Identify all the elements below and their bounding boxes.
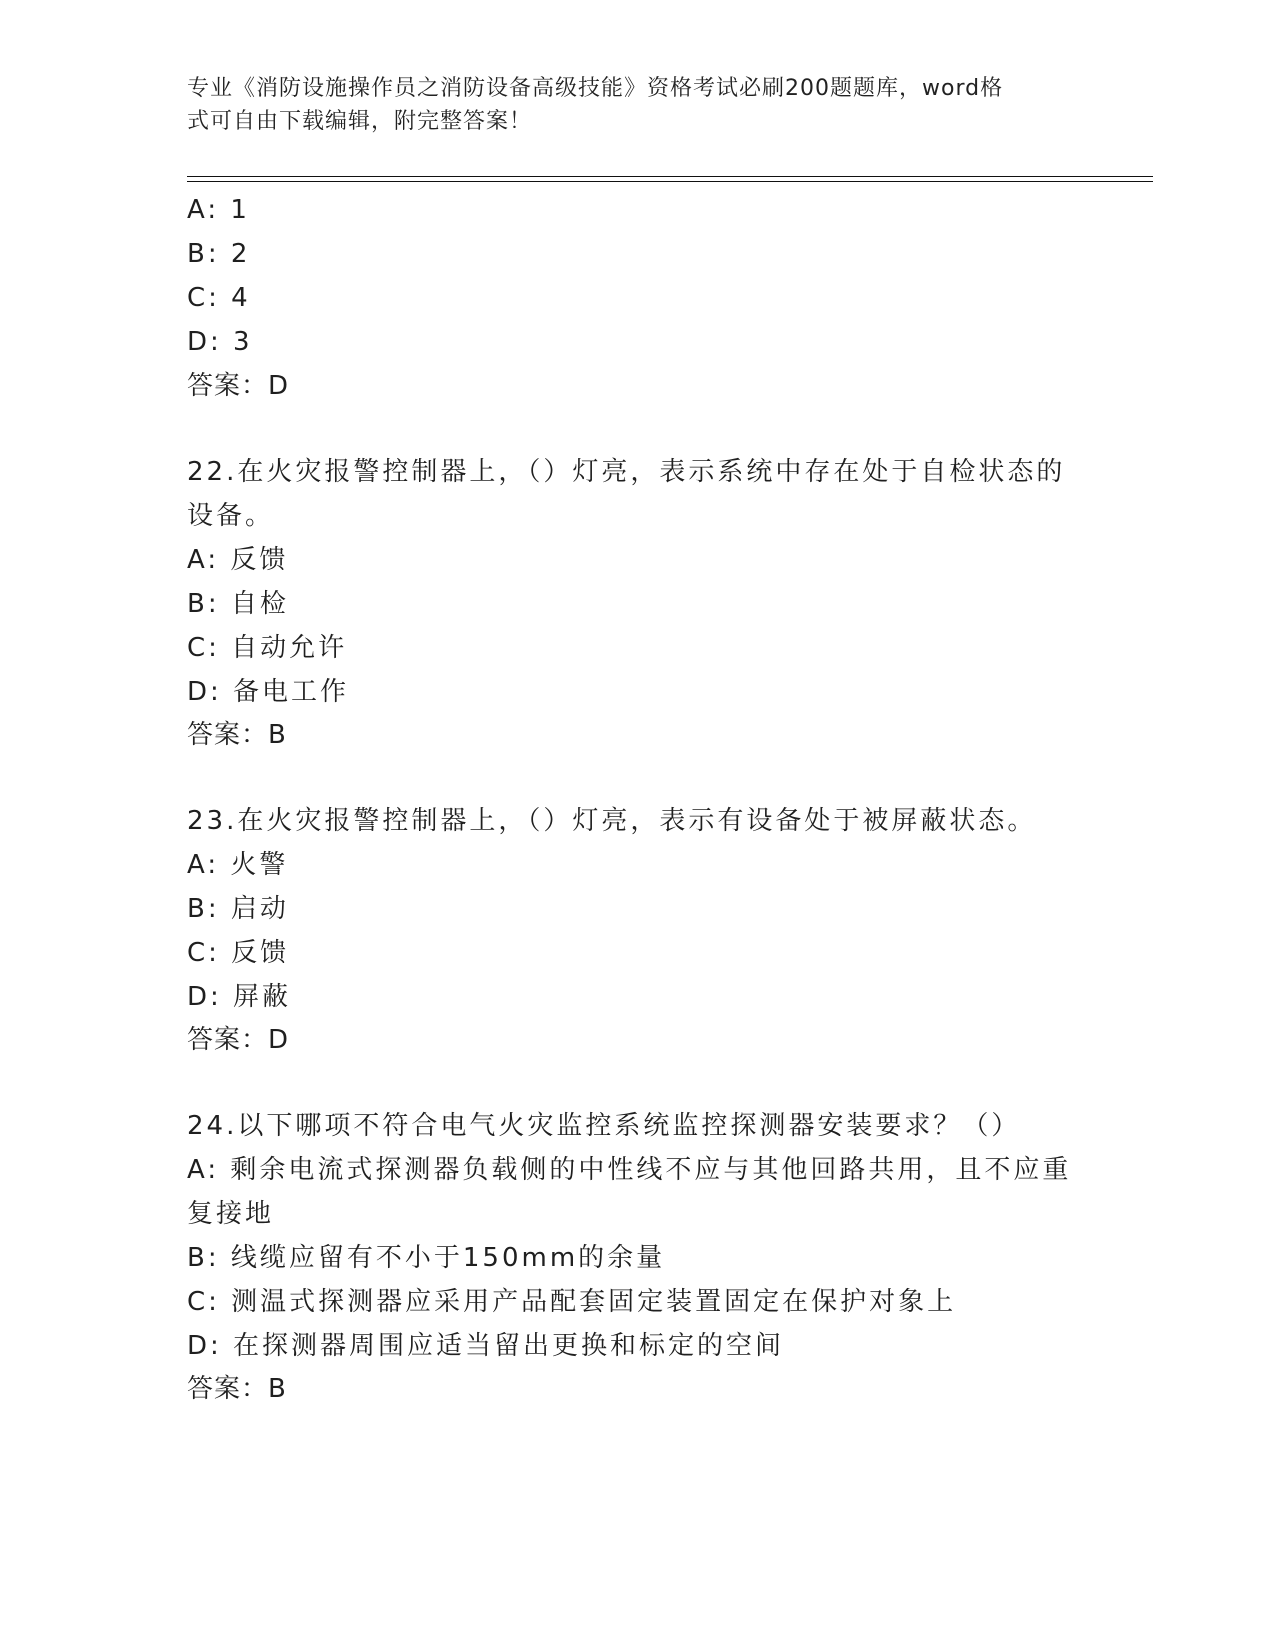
- q22-stem-line-2: 设备。: [187, 501, 275, 531]
- prev-option-a: A: 1: [187, 195, 250, 225]
- q23-option-a: A: 火警: [187, 850, 289, 880]
- q22-option-d: D: 备电工作: [187, 677, 350, 707]
- q24-option-a-line-2: 复接地: [187, 1199, 275, 1229]
- q22-option-c: C: 自动允许: [187, 633, 348, 663]
- q23-option-d: D: 屏蔽: [187, 982, 292, 1012]
- header-rule-top: [187, 176, 1153, 177]
- q24-stem-line-1: 24.以下哪项不符合电气火灾监控系统监控探测器安装要求？（）: [187, 1111, 1021, 1141]
- prev-option-c: C: 4: [187, 283, 251, 313]
- q24-option-b: B: 线缆应留有不小于150mm的余量: [187, 1243, 666, 1273]
- q23-option-b: B: 启动: [187, 894, 289, 924]
- q24-answer: 答案：B: [187, 1374, 287, 1404]
- q22-option-b: B: 自检: [187, 589, 289, 619]
- q22-option-a: A: 反馈: [187, 545, 289, 575]
- prev-option-b: B: 2: [187, 239, 251, 269]
- q23-stem-line-1: 23.在火灾报警控制器上，（）灯亮，表示有设备处于被屏蔽状态。: [187, 806, 1037, 836]
- q24-option-c: C: 测温式探测器应采用产品配套固定装置固定在保护对象上: [187, 1287, 957, 1317]
- q22-answer: 答案：B: [187, 720, 287, 750]
- header-line-2: 式可自由下载编辑，附完整答案！: [187, 109, 533, 134]
- q24-option-d: D: 在探测器周围应适当留出更换和标定的空间: [187, 1331, 785, 1361]
- header-rule-bottom: [187, 181, 1153, 182]
- q24-option-a-line-1: A: 剩余电流式探测器负载侧的中性线不应与其他回路共用，且不应重: [187, 1155, 1072, 1185]
- q22-stem-line-1: 22.在火灾报警控制器上，（）灯亮，表示系统中存在处于自检状态的: [187, 457, 1066, 487]
- prev-option-d: D: 3: [187, 327, 253, 357]
- q23-option-c: C: 反馈: [187, 938, 290, 968]
- header-line-1: 专业《消防设施操作员之消防设备高级技能》资格考试必刷200题题库，word格: [187, 76, 1004, 101]
- document-header: [187, 72, 1067, 138]
- q23-answer: 答案：D: [187, 1025, 290, 1055]
- prev-answer: 答案：D: [187, 371, 290, 401]
